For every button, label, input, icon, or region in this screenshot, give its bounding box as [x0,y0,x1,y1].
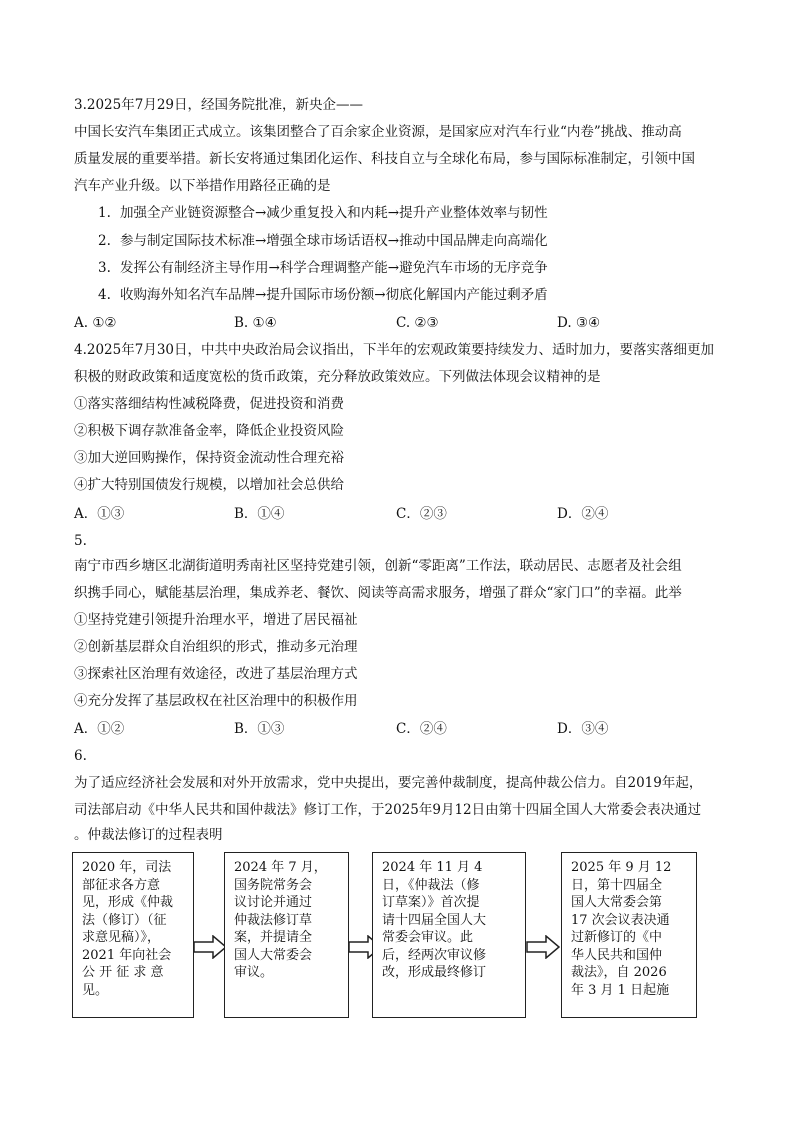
item-text: 发挥公有制经济主导作用→科学合理调整产能→避免汽车市场的无序竞争 [120,260,548,276]
q4-stem-line-1: 4.2025年7月30日，中共中央政治局会议指出，下半年的宏观政策要持续发力、适时加力，要落实落细更加 [74,342,715,358]
q5-item-1: ①坚持党建引领提升治理水平，增进了居民福祉 [74,612,358,628]
q6-number: 6. [74,748,87,764]
flow-step-1 [72,852,194,1018]
q3-option-b[interactable]: B. ①④ [234,315,277,331]
item-number: 2. [98,233,111,249]
q5-number: 5. [74,533,87,549]
flow-step-2 [224,852,349,1018]
item-number: 4. [98,287,111,303]
item-text: 收购海外知名汽车品牌→提升国际市场份额→彻底化解国内产能过剩矛盾 [120,287,548,303]
right-arrow-icon [193,935,227,959]
flow-step-4 [561,852,697,1018]
q3-option-a[interactable]: A. ①② [74,315,117,331]
flow-step-3-line: 2024 年 11 月 4 [382,860,483,875]
q4-option-c[interactable]: C．②③ [396,506,447,522]
flow-step-2-line: 国人大常委会 [234,947,313,963]
flow-step-3-line: 请十四届全国人大 [382,912,487,928]
flow-step-2-line: 议讨论并通过 [234,895,313,910]
flow-step-4-line: 17 次会议表决通 [571,912,670,928]
q4-option-d[interactable]: D．②④ [557,506,609,522]
q3-item-2 [98,232,548,250]
flow-step-2-line: 2024 年 7 月， [234,860,327,875]
flow-step-4-line: 华人民共和国仲 [571,947,663,963]
flow-step-3-line: 改，形成最终修订 [382,965,487,980]
right-arrow-icon [526,935,560,959]
q4-item-2: ②积极下调存款准备金率，降低企业投资风险 [74,423,344,439]
item-text: 加强全产业链资源整合→减少重复投入和内耗→提升产业整体效率与韧性 [120,205,548,221]
q5-stem-line-1: 南宁市西乡塘区北湖街道明秀南社区坚持党建引领，创新“零距离”工作法，联动居民、志愿者及社会组 [74,558,682,574]
q4-option-b[interactable]: B．①④ [234,506,285,522]
q3-stem-line-2: 中国长安汽车集团正式成立。该集团整合了百余家企业资源，是国家应对汽车行业“内卷”挑战、推动高 [74,124,682,140]
item-number: 3. [98,260,111,276]
item-text: 参与制定国际技术标准→增强全球市场话语权→推动中国品牌走向高端化 [120,233,548,249]
flow-step-3-line: 后，经两次审议修 [382,947,487,963]
q3-stem-line-3: 质量发展的重要举措。新长安将通过集团化运作、科技自立与全球化布局，参与国际标准制定，引领中国 [74,151,695,167]
flow-step-1-line: 见，形成《仲裁 [82,895,174,910]
q6-stem-line-2: 司法部启动《中华人民共和国仲裁法》修订工作，于2025年9月12日由第十四届全国人大常委会表决通过 [74,802,702,818]
q6-stem-line-1: 为了适应经济社会发展和对外开放需求，党中央提出，要完善仲裁制度，提高仲裁公信力。自2019年起， [74,775,703,791]
flow-step-4-line: 国人大常委会第 [571,895,663,910]
q3-item-4 [98,286,548,304]
flow-step-3-line: 订草案）》首次提 [382,895,480,910]
flow-step-2-line: 案，并提请全 [234,930,313,945]
q4-item-1: ①落实落细结构性减税降费，促进投资和消费 [74,396,344,412]
q3-item-3 [98,259,548,277]
q5-option-b[interactable]: B．①③ [234,721,285,737]
q5-item-4: ④充分发挥了基层政权在社区治理中的积极作用 [74,693,358,709]
q4-item-3: ③加大逆回购操作，保持资金流动性合理充裕 [74,450,344,466]
item-number: 1. [98,205,111,221]
flow-step-3-line: 常委会审议。此 [382,930,474,945]
flow-step-4-line: 裁法》，自 2026 [571,965,667,980]
flow-step-1-line: 2020 年，司法 [82,860,172,875]
flow-step-1-line: 见。 [82,982,109,998]
flow-step-1-line: 2021 年向社会 [82,947,172,963]
flow-step-1-line: 求意见稿）》， [82,930,161,945]
flow-step-1-line: 法（修订）（征 [82,912,167,928]
q3-stem-line-1: 3.2025年7月29日，经国务院批准，新央企—— [74,97,364,113]
q4-option-a[interactable]: A．①③ [74,506,125,522]
flow-step-1-line: 部征求各方意 [82,877,161,893]
flow-step-4-line: 日，第十四届全 [571,877,663,893]
flow-step-4-line: 年 3 月 1 日起施 [571,982,670,998]
q5-stem-line-2: 织携手同心，赋能基层治理，集成养老、餐饮、阅读等高需求服务，增强了群众“家门口”的幸福。此举 [74,585,682,601]
q4-item-4: ④扩大特别国债发行规模，以增加社会总供给 [74,477,344,493]
q5-item-3: ③探索社区治理有效途径，改进了基层治理方式 [74,666,358,682]
q4-stem-line-2: 积极的财政政策和适度宽松的货币政策，充分释放政策效应。下列做法体现会议精神的是 [74,369,601,385]
flow-step-1-line: 公 开 征 求 意 [82,965,164,980]
q6-stem-line-3: 。仲裁法修订的过程表明 [74,827,223,843]
q3-stem-line-4: 汽车产业升级。以下举措作用路径正确的是 [74,178,331,194]
q5-option-d[interactable]: D．③④ [557,721,609,737]
q3-item-1 [98,204,548,222]
q5-option-c[interactable]: C．②④ [396,721,447,737]
q5-item-2: ②创新基层群众自治组织的形式，推动多元治理 [74,639,358,655]
flow-step-2-line: 审议。 [234,965,274,980]
q3-option-d[interactable]: D. ③④ [557,315,601,331]
flow-step-3-line: 日，《仲裁法（修 [382,877,480,893]
flow-step-4-line: 2025 年 9 月 12 [571,860,672,875]
q3-option-c[interactable]: C. ②③ [396,315,439,331]
flow-step-2-line: 仲裁法修订草 [234,912,313,928]
flow-step-3 [372,852,526,1018]
q5-option-a[interactable]: A．①② [74,721,125,737]
flow-step-2-line: 国务院常务会 [234,877,313,893]
flow-step-4-line: 过新修订的《中 [571,930,663,945]
